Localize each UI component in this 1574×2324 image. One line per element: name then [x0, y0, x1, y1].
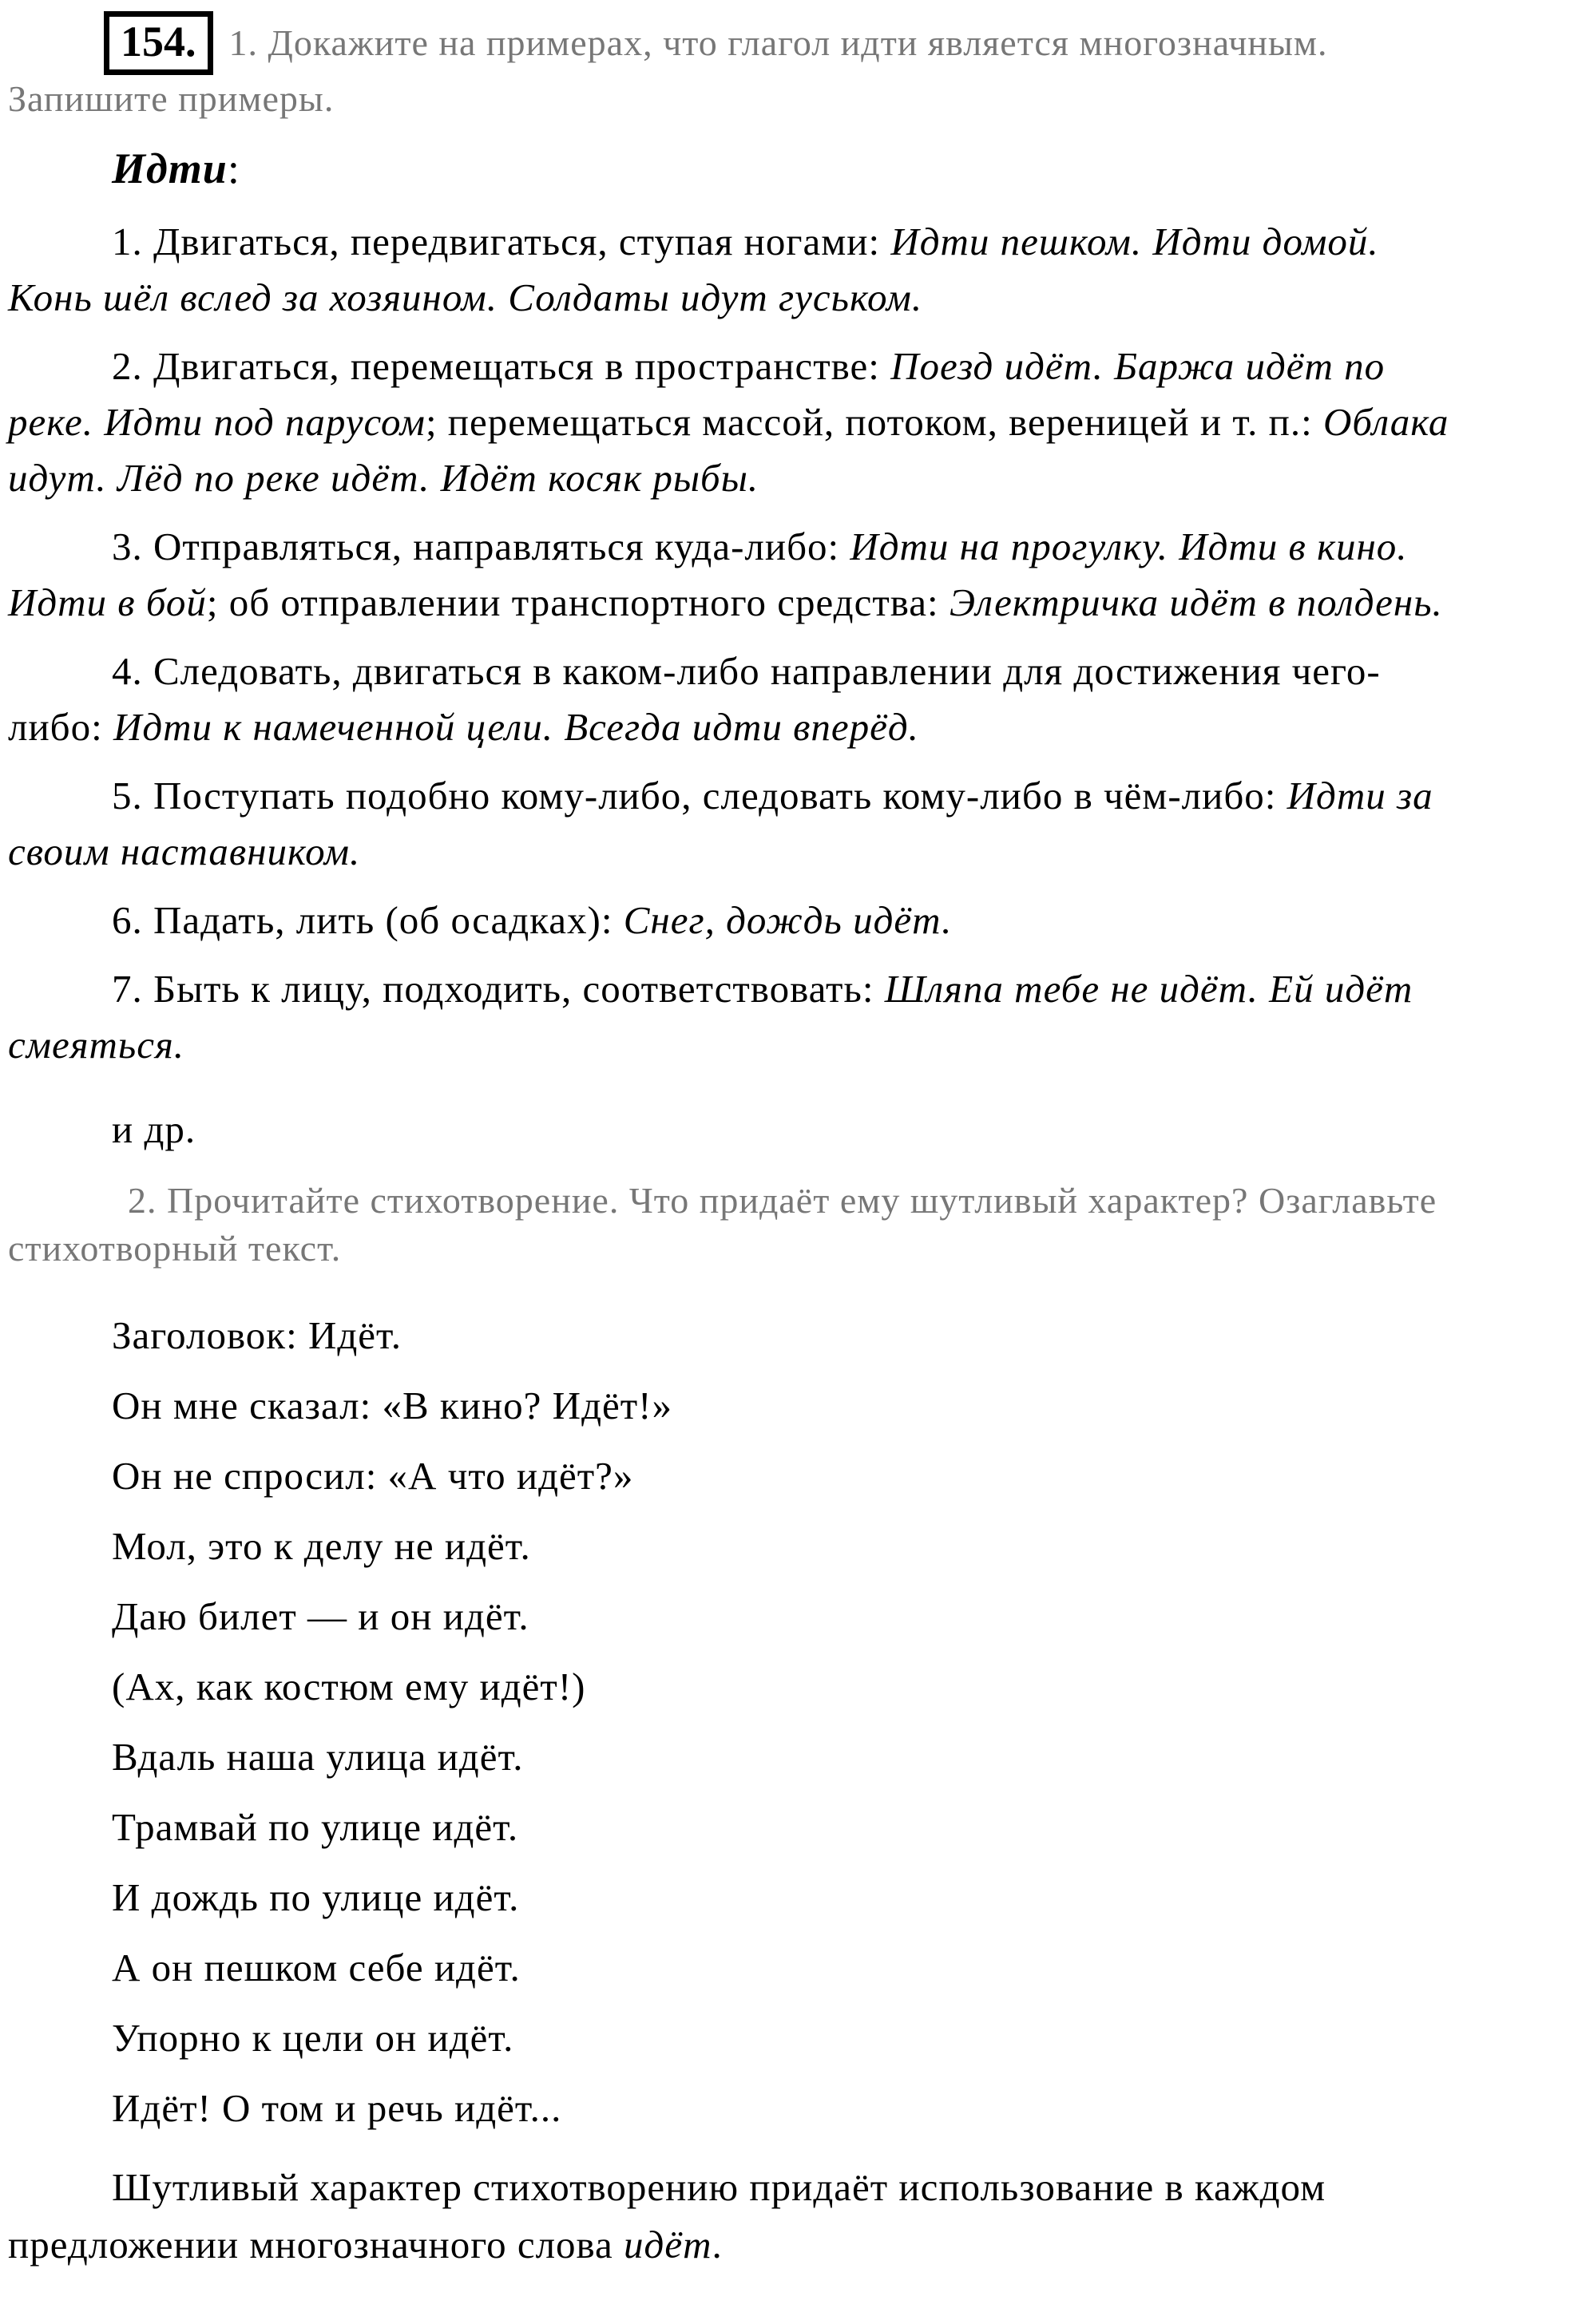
poem-line: И дождь по улице идёт.: [112, 1875, 520, 1919]
exercise-number-box: [104, 11, 213, 75]
definition-example: Идти за своим наставником.: [8, 774, 1433, 873]
definition-text: ; перемещаться массой, потоком, вереницей и т. п.:: [425, 400, 1323, 444]
poem-line: А он пешком себе идёт.: [112, 1946, 521, 1989]
definition-text: 4. Следовать, двигаться в каком-либо направлении для достижения чего-либо:: [8, 649, 1381, 749]
definition-item-7: [8, 961, 1461, 1073]
task1-header: [8, 11, 1461, 75]
definition-example: Электричка идёт в полдень.: [949, 580, 1443, 624]
etcetera-note: и др.: [112, 1107, 196, 1151]
definition-example: Идти к намеченной цели. Всегда идти вперёд.: [113, 705, 919, 749]
definition-item-2: [8, 339, 1461, 506]
conclusion-text: Шутливый характер стихотворению придаёт использование в каждом предложении многозначного слова: [8, 2165, 1326, 2267]
task1-instruction-line2: Запишите примеры.: [8, 78, 335, 119]
poem-line: Мол, это к делу не идёт.: [112, 1524, 531, 1568]
definition-item-6: [8, 893, 1461, 948]
definition-example: Поезд идёт. Баржа идёт по реке. Идти под парусом: [8, 344, 1386, 444]
verb-heading-colon: :: [227, 145, 240, 192]
verb-heading-word: Идти: [112, 145, 228, 192]
poem-block: [8, 1309, 1461, 2135]
poem-line: Он не спросил: «А что идёт?»: [112, 1454, 634, 1498]
definition-text: ; об отправлении транспортного средства:: [206, 580, 950, 624]
poem-line: Упорно к цели он идёт.: [112, 2016, 514, 2060]
task2-instruction: 2. Прочитайте стихотворение. Что придаёт ему шутливый характер? Озаглавьте стихотворный текст.: [8, 1180, 1437, 1269]
definition-example: Шляпа тебе не идёт. Ей идёт смеяться.: [8, 967, 1413, 1067]
definition-item-5: [8, 768, 1461, 880]
definition-item-3: [8, 519, 1461, 631]
exercise-number: 154.: [121, 18, 196, 65]
poem-line: Идёт! О том и речь идёт...: [112, 2086, 562, 2130]
definition-example: Снег, дождь идёт.: [623, 898, 953, 942]
verb-heading: [112, 142, 1461, 195]
definition-item-1: [8, 214, 1461, 326]
conclusion-text: .: [712, 2223, 723, 2267]
poem-line: Даю билет — и он идёт.: [112, 1594, 529, 1638]
definition-text: 3. Отправляться, направляться куда-либо:: [112, 525, 850, 568]
poem-line: (Ах, как костюм ему идёт!): [112, 1665, 586, 1708]
poem-line: Он мне сказал: «В кино? Идёт!»: [112, 1384, 672, 1427]
conclusion-highlight: идёт: [624, 2223, 712, 2267]
poem-line: Заголовок: Идёт.: [112, 1313, 402, 1357]
definition-text: 1. Двигаться, передвигаться, ступая ногами:: [112, 220, 891, 263]
definition-text: 2. Двигаться, перемещаться в пространстве:: [112, 344, 891, 388]
definition-text: 6. Падать, лить (об осадках):: [112, 898, 624, 942]
conclusion-paragraph: [8, 2159, 1461, 2274]
poem-line: Вдаль наша улица идёт.: [112, 1735, 524, 1779]
definition-example: Идти на прогулку. Идти в кино. Идти в бой: [8, 525, 1408, 624]
definition-example: Идти пешком. Идти домой. Конь шёл вслед за хозяином. Солдаты идут гуськом.: [8, 220, 1379, 319]
definition-item-4: [8, 643, 1461, 755]
poem-line: Трамвай по улице идёт.: [112, 1805, 519, 1849]
task1-instruction-line1: 1. Докажите на примерах, что глагол идти является многозначным.: [228, 22, 1328, 63]
definition-example: Облака идут. Лёд по реке идёт. Идёт косяк рыбы.: [8, 400, 1449, 500]
definition-text: 7. Быть к лицу, подходить, соответствовать:: [112, 967, 885, 1011]
definition-text: 5. Поступать подобно кому-либо, следовать кому-либо в чём-либо:: [112, 774, 1287, 818]
